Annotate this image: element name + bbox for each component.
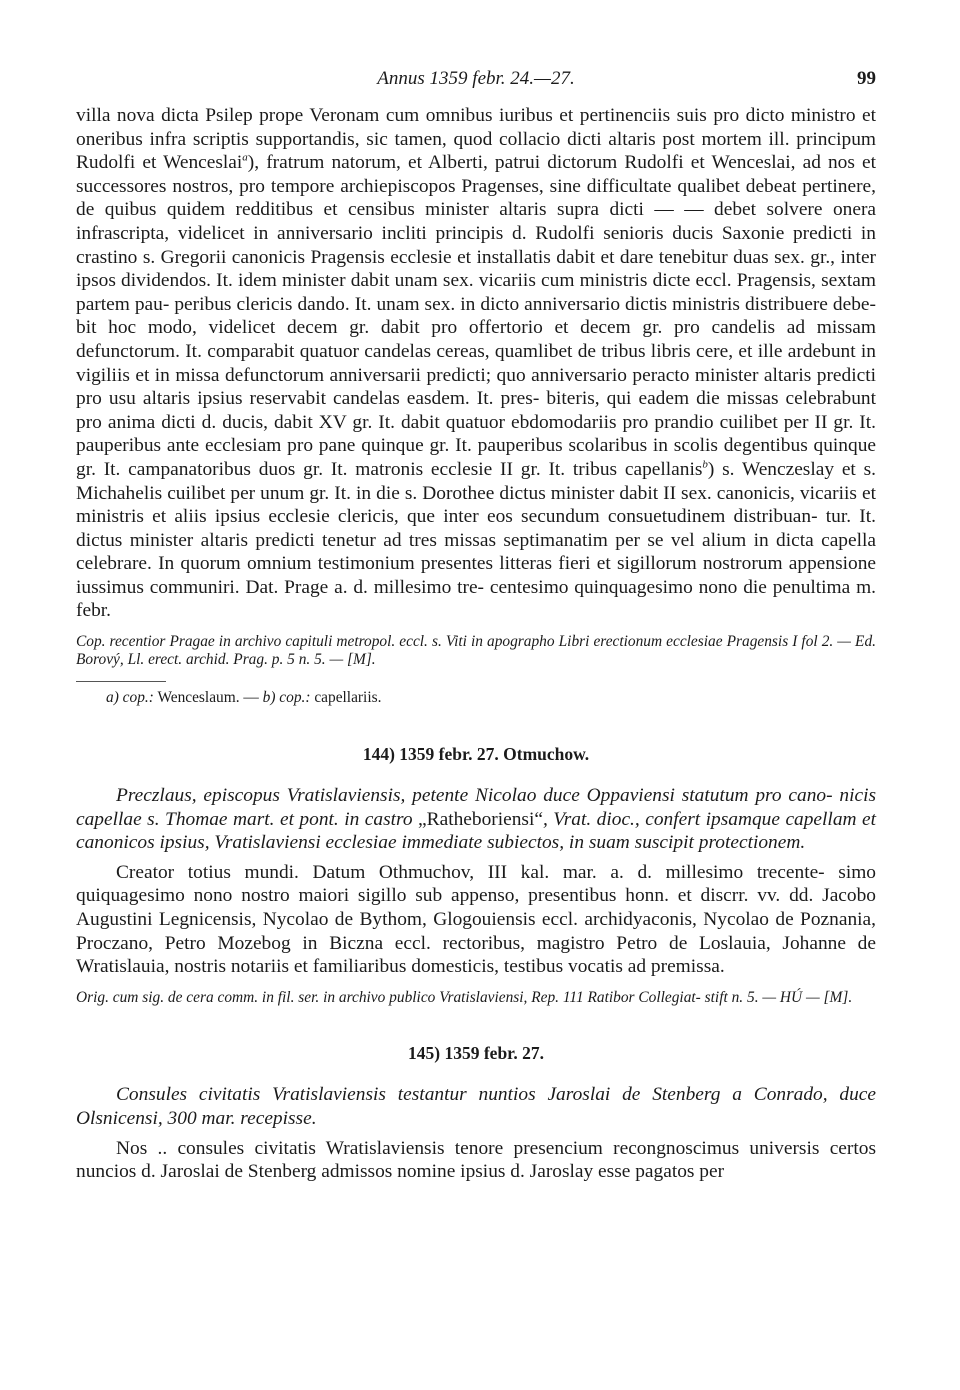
page-number: 99 bbox=[857, 68, 876, 89]
text-line: ministro et oneribus infra scriptis supportandis, sic tamen, quod collacio dicti altaris post bbox=[76, 105, 876, 150]
running-head bbox=[76, 68, 876, 104]
text-line: quatuor ebdomodariis pro prandio cuilibet per II gr. It. pauperibus ante ecclesiam pro pane bbox=[76, 411, 877, 457]
regest-line: protectionem. bbox=[698, 832, 806, 854]
text-line: certos nuncios d. Jaroslai de Stenberg admissos nomine ipsius d. Jaroslay esse pagatos per bbox=[76, 1137, 876, 1183]
running-title: Annus 1359 febr. 24.—27. bbox=[377, 68, 575, 89]
document-144-regest bbox=[76, 784, 876, 855]
text-line: mortem ill. principum Rudolfi et Wenceslai bbox=[76, 128, 876, 174]
text-line: quinque gr. It. pauperibus scolaribus in scolis degentibus quinque gr. It. campanatoribus bbox=[76, 435, 877, 480]
document-144-source-note bbox=[76, 989, 876, 1007]
document-number: 145) bbox=[408, 1043, 441, 1064]
text-line: centesimo quinquagesimo nono die penultima m. febr. bbox=[76, 576, 876, 622]
text-line: et ministris et aliis ipsius ecclesie clericis, que inter eos secundum consuetudinem distribuan- bbox=[76, 482, 876, 528]
footnote-b-text: capellariis. bbox=[310, 689, 382, 707]
text-line: sine difficultate qualibet debeat pertinere, de quibus quidem redditibus et censibus minister bbox=[76, 175, 876, 221]
text-line: duos gr. It. matronis ecclesie II gr. It. tribus capellanis bbox=[258, 458, 703, 480]
document-145-text bbox=[76, 1137, 876, 1184]
text-line: vocatis ad premissa. bbox=[568, 956, 725, 978]
source-line: Cop. recentior Pragae in archivo capituli metropol. eccl. s. Viti in apographo Libri erectionum ecclesiae bbox=[76, 633, 723, 651]
footnotes bbox=[106, 689, 876, 707]
text-line: in dicta capella celebrare. In quorum omnium testimonium presentes litteras fieri et bbox=[76, 529, 876, 575]
text-line: biteris, qui eadem die missas celebrabunt pro anima dicti d. ducis, dabit XV gr. It. dabit bbox=[76, 388, 876, 433]
regest-line: Olsnicensi, 300 mar. recepisse. bbox=[76, 1107, 317, 1129]
document-date: 1359 febr. 27. Otmuchow. bbox=[399, 744, 590, 765]
regest-line: nicis capellae s. Thomae mart. et pont. in castro bbox=[76, 785, 876, 830]
text-line: ecclesie et installatis dabit et dare tenebitur duas sex. gr., inter ipsos dividendos. It. idem bbox=[76, 246, 877, 292]
regest-line: , Vrat. dioc., confert ipsamque bbox=[542, 808, 780, 830]
text-line: dd. Jacobo Augustini Legnicensis, Nycolao de Bythom, Glogouiensis eccl. archidyaconis, bbox=[76, 885, 876, 931]
document-number: 144) bbox=[362, 744, 395, 765]
text-line: sigillorum nostrorum appensione iussimus communiri. Dat. Prage a. d. millesimo tre- bbox=[76, 553, 876, 598]
document-143-source-note bbox=[76, 633, 876, 668]
regest-place-name: „Ratheboriensi“ bbox=[418, 808, 543, 830]
text-line: peribus clericis dando. It. unam sex. in dicto anniversario dictis ministris distribuere debe- bbox=[174, 293, 876, 315]
document-144-heading bbox=[76, 743, 876, 765]
regest-line: capellam et canonicos ipsius, Vratislaviensi ecclesiae immediate subiectos, in suam suscipit bbox=[76, 808, 876, 854]
text-line: Nos .. consules civitatis Wratislaviensis tenore presencium recongnoscimus universis bbox=[116, 1137, 820, 1159]
document-143-text bbox=[76, 104, 876, 623]
text-line: principis d. Rudolfi senioris ducis Saxonie predicti in crastino s. Gregorii canonicis Pragensis bbox=[76, 222, 876, 268]
document-date: 1359 febr. 27. bbox=[444, 1043, 544, 1064]
document-page bbox=[76, 68, 876, 1378]
regest-line: Consules civitatis Vratislaviensis testantur nuntios Jaroslai de Stenberg a Conrado, duce bbox=[116, 1084, 876, 1106]
regest-line: Preczlaus, episcopus Vratislaviensis, petente Nicolao duce Oppaviensi statutum pro cano- bbox=[116, 785, 833, 807]
footnote-divider bbox=[76, 681, 166, 682]
text-line: Creator totius mundi. Datum Othmuchov, III kal. mar. a. d. millesimo trecente- bbox=[116, 861, 825, 883]
document-145-heading bbox=[76, 1042, 876, 1064]
text-line: minister dabit unam sex. vicariis cum ministris dicte eccl. Pragensis, sextam partem pau- bbox=[76, 270, 877, 315]
text-line: de Loslauia, Johanne de Wratislauia, nostris notariis et familiaribus domesticis, testibus bbox=[76, 932, 876, 978]
footnote-a-label: a) cop.: bbox=[106, 689, 154, 707]
footnote-mark-a: a bbox=[242, 151, 248, 164]
source-line: stift n. 5. — HÚ — [M]. bbox=[704, 988, 853, 1006]
text-line: tur. It. dictus minister altaris predicti tenetur ad tres missas septimanatim per se vel alium bbox=[76, 506, 877, 551]
text-line: cuilibet per unum gr. It. in die s. Dorothee dictus minister dabit II sex. canonicis, vicariis bbox=[167, 482, 857, 504]
text-line: simo quiquagesimo nono nostro maiori sigillo sub appenso, presentibus honn. et discrr. vv. bbox=[76, 861, 876, 907]
text-line: Nycolao de Poznania, Proczano, Petro Mozebog in Biczna eccl. rectoribus, magistro Petro bbox=[76, 909, 876, 954]
text-line: ille ardebunt in vigiliis et in missa defunctorum anniversarii predicti; quo anniversario bbox=[76, 340, 876, 386]
footnote-b-label: b) cop.: bbox=[262, 689, 311, 707]
text-line: bit hoc modo, videlicet decem gr. dabit pro offertorio et decem gr. pro candelis ad missam bbox=[76, 317, 876, 339]
text-line: ) s. Wenczeslay et s. Michahelis bbox=[76, 458, 876, 504]
text-line: altaris supra dicti — — debet solvere onera infrascripta, videlicet in anniversario incliti bbox=[76, 199, 877, 244]
document-144-text bbox=[76, 861, 876, 979]
footnote-a-text: Wenceslaum. — bbox=[153, 689, 263, 707]
text-line: peracto minister altaris predicti pro usu altaris ipsius reservabit candelas easdem. It. pres- bbox=[76, 364, 876, 410]
source-line: Pragensis I fol 2. — Ed. Borový, Ll. erect. archid. Prag. p. 5 n. 5. — [M]. bbox=[76, 633, 876, 668]
text-line: defunctorum. It. comparabit quatuor candelas cereas, quamlibet de tribus libris cere, et bbox=[76, 340, 753, 362]
source-line: Orig. cum sig. de cera comm. in fil. ser. in archivo publico Vratislaviensi, Rep. 111 Ratibor Collegiat- bbox=[76, 988, 701, 1006]
text-line: Rudolfi et Wenceslai, ad nos et successores nostros, pro tempore archiepiscopos Pragenses, bbox=[76, 152, 877, 197]
footnote-mark-b: b bbox=[702, 458, 708, 471]
document-145-regest bbox=[76, 1083, 876, 1130]
text-line: villa nova dicta Psilep prope Veronam cum omnibus iuribus et pertinenciis suis pro dicto bbox=[76, 105, 785, 126]
text-line: ), fratrum natorum, et Alberti, patrui dictorum bbox=[247, 152, 618, 174]
